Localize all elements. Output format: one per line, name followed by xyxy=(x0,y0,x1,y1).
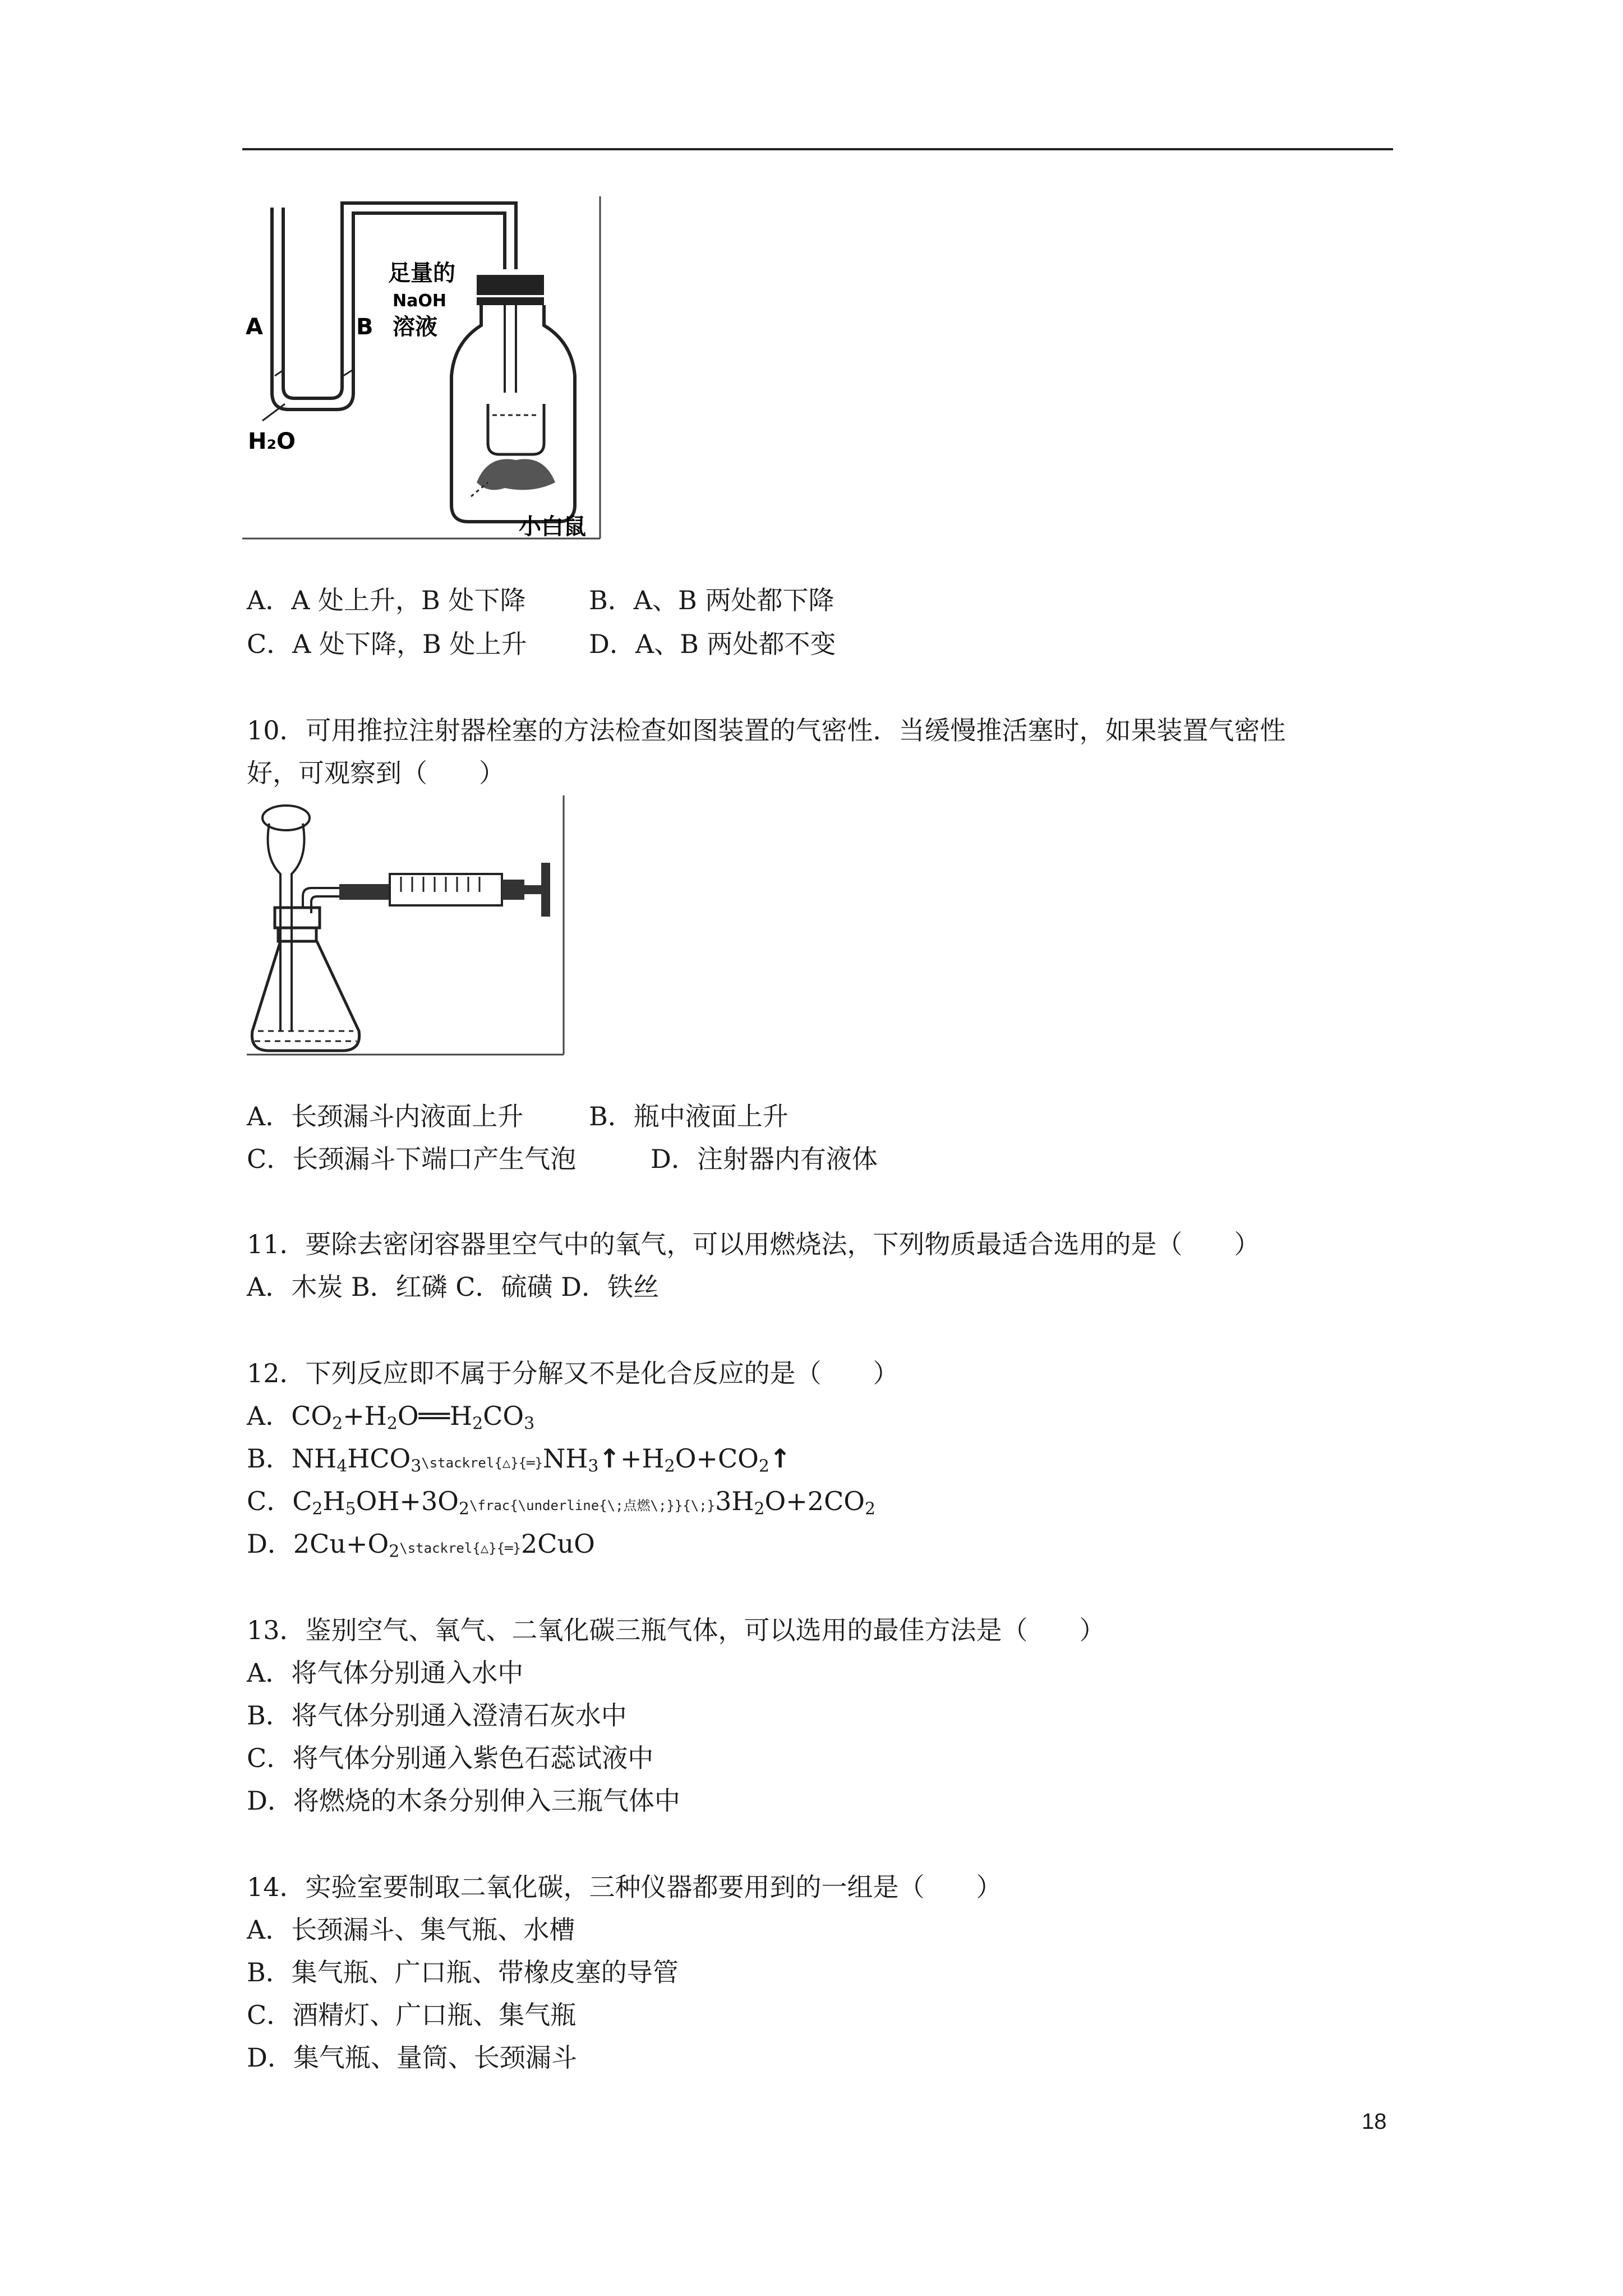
q12-option-b xyxy=(247,1442,791,1480)
q9-option-c: C．A 处下降，B 处上升 xyxy=(247,629,527,659)
q10-syringe-apparatus-figure xyxy=(247,795,566,1059)
q9-option-b: B．A、B 两处都下降 xyxy=(589,585,834,615)
q12-stem: 12．下列反应即不属于分解又不是化合反应的是（ ） xyxy=(247,1358,899,1388)
q14-option-d: D．集气瓶、量筒、长颈漏斗 xyxy=(247,2042,577,2073)
q10-option-a: A．长颈漏斗内液面上升 xyxy=(247,1101,524,1131)
q10-option-b: B．瓶中液面上升 xyxy=(589,1101,789,1131)
label-mouse: 小白鼠 xyxy=(519,514,586,540)
q12-b-gas-arrow-1: ↑ xyxy=(598,1443,620,1474)
page-number: 18 xyxy=(1362,2109,1387,2134)
q14-stem: 14．实验室要制取二氧化碳，三种仪器都要用到的一组是（ ） xyxy=(247,1872,1002,1902)
q13-option-b: B．将气体分别通入澄清石灰水中 xyxy=(247,1700,627,1731)
q12-option-c xyxy=(247,1484,875,1522)
q12-c-equation: $C_2H_5OH+3O_2\backslash frac\{\backslash underline\{\backslash$;点燃$\backslash;\}\}\{\backslash;\}3H_2O+2CO_2$ xyxy=(292,1486,876,1519)
q12-option-d xyxy=(247,1527,595,1565)
label-solution-2: NaOH xyxy=(393,291,446,311)
q13-option-c: C．将气体分别通入紫色石蕊试液中 xyxy=(247,1743,654,1773)
q12-b-equation: $NH_4HCO_3\backslash stackrel\{\triangle\}\{═\}NH_3↑+H_2O+CO_2↑$ xyxy=(291,1443,791,1476)
q9-option-a: A．A 处上升，B 处下降 xyxy=(247,585,526,615)
q13-option-a: A．将气体分别通入水中 xyxy=(247,1658,524,1688)
q12-b-condition: \stackrel{△}{═} xyxy=(421,1455,543,1471)
q9-option-d: D．A、B 两处都不变 xyxy=(589,629,836,659)
q12-c-prefix: C． xyxy=(247,1486,293,1516)
q12-option-a xyxy=(247,1399,534,1433)
q13-option-d: D．将燃烧的木条分别伸入三瓶气体中 xyxy=(247,1786,680,1816)
q12-c-condition: \frac{\underline{\;点燃\;}}{\;} xyxy=(469,1498,716,1513)
label-solution-1: 足量的 xyxy=(388,260,455,286)
q12-a-equation: $CO_2+H_2O══H_2CO_3$ xyxy=(291,1401,535,1434)
q12-b-prefix: B． xyxy=(247,1443,292,1474)
q10-option-d: D．注射器内有液体 xyxy=(651,1144,878,1174)
q12-a-prefix: A． xyxy=(247,1401,292,1431)
q13-stem: 13．鉴别空气、氧气、二氧化碳三瓶气体，可以选用的最佳方法是（ ） xyxy=(247,1615,1105,1645)
header-rule xyxy=(242,148,1393,150)
q10-stem-line1: 10．可用推拉注射器栓塞的方法检查如图装置的气密性．当缓慢推活塞时，如果装置气密性 xyxy=(247,715,1286,746)
q10-option-c: C．长颈漏斗下端口产生气泡 xyxy=(247,1144,577,1174)
q14-option-b: B．集气瓶、广口瓶、带橡皮塞的导管 xyxy=(247,1957,679,1987)
q12-b-gas-arrow-2: ↑ xyxy=(769,1443,791,1474)
q11-stem: 11．要除去密闭容器里空气中的氧气，可以用燃烧法，下列物质最适合选用的是（ ） xyxy=(247,1229,1260,1259)
q12-a-eq-sign: ══ xyxy=(418,1401,450,1431)
q11-options: A．木炭 B．红磷 C．硫磺 D．铁丝 xyxy=(247,1272,659,1302)
label-solution-3: 溶液 xyxy=(393,314,437,340)
label-water: H₂O xyxy=(248,429,296,454)
q9-apparatus-figure xyxy=(241,191,611,550)
q12-d-equation: $2Cu+O_2\backslash stackrel\{\triangle\}\{═\}2CuO$ xyxy=(293,1529,595,1562)
label-a: A xyxy=(246,314,263,340)
q14-option-c: C．酒精灯、广口瓶、集气瓶 xyxy=(247,2000,577,2030)
q10-stem-line2: 好，可观察到（ ） xyxy=(247,758,505,788)
q12-d-prefix: D． xyxy=(247,1529,293,1559)
q14-option-a: A．长颈漏斗、集气瓶、水槽 xyxy=(247,1915,575,1945)
label-b: B xyxy=(356,314,374,340)
q12-d-condition: \stackrel{△}{═} xyxy=(399,1540,522,1556)
